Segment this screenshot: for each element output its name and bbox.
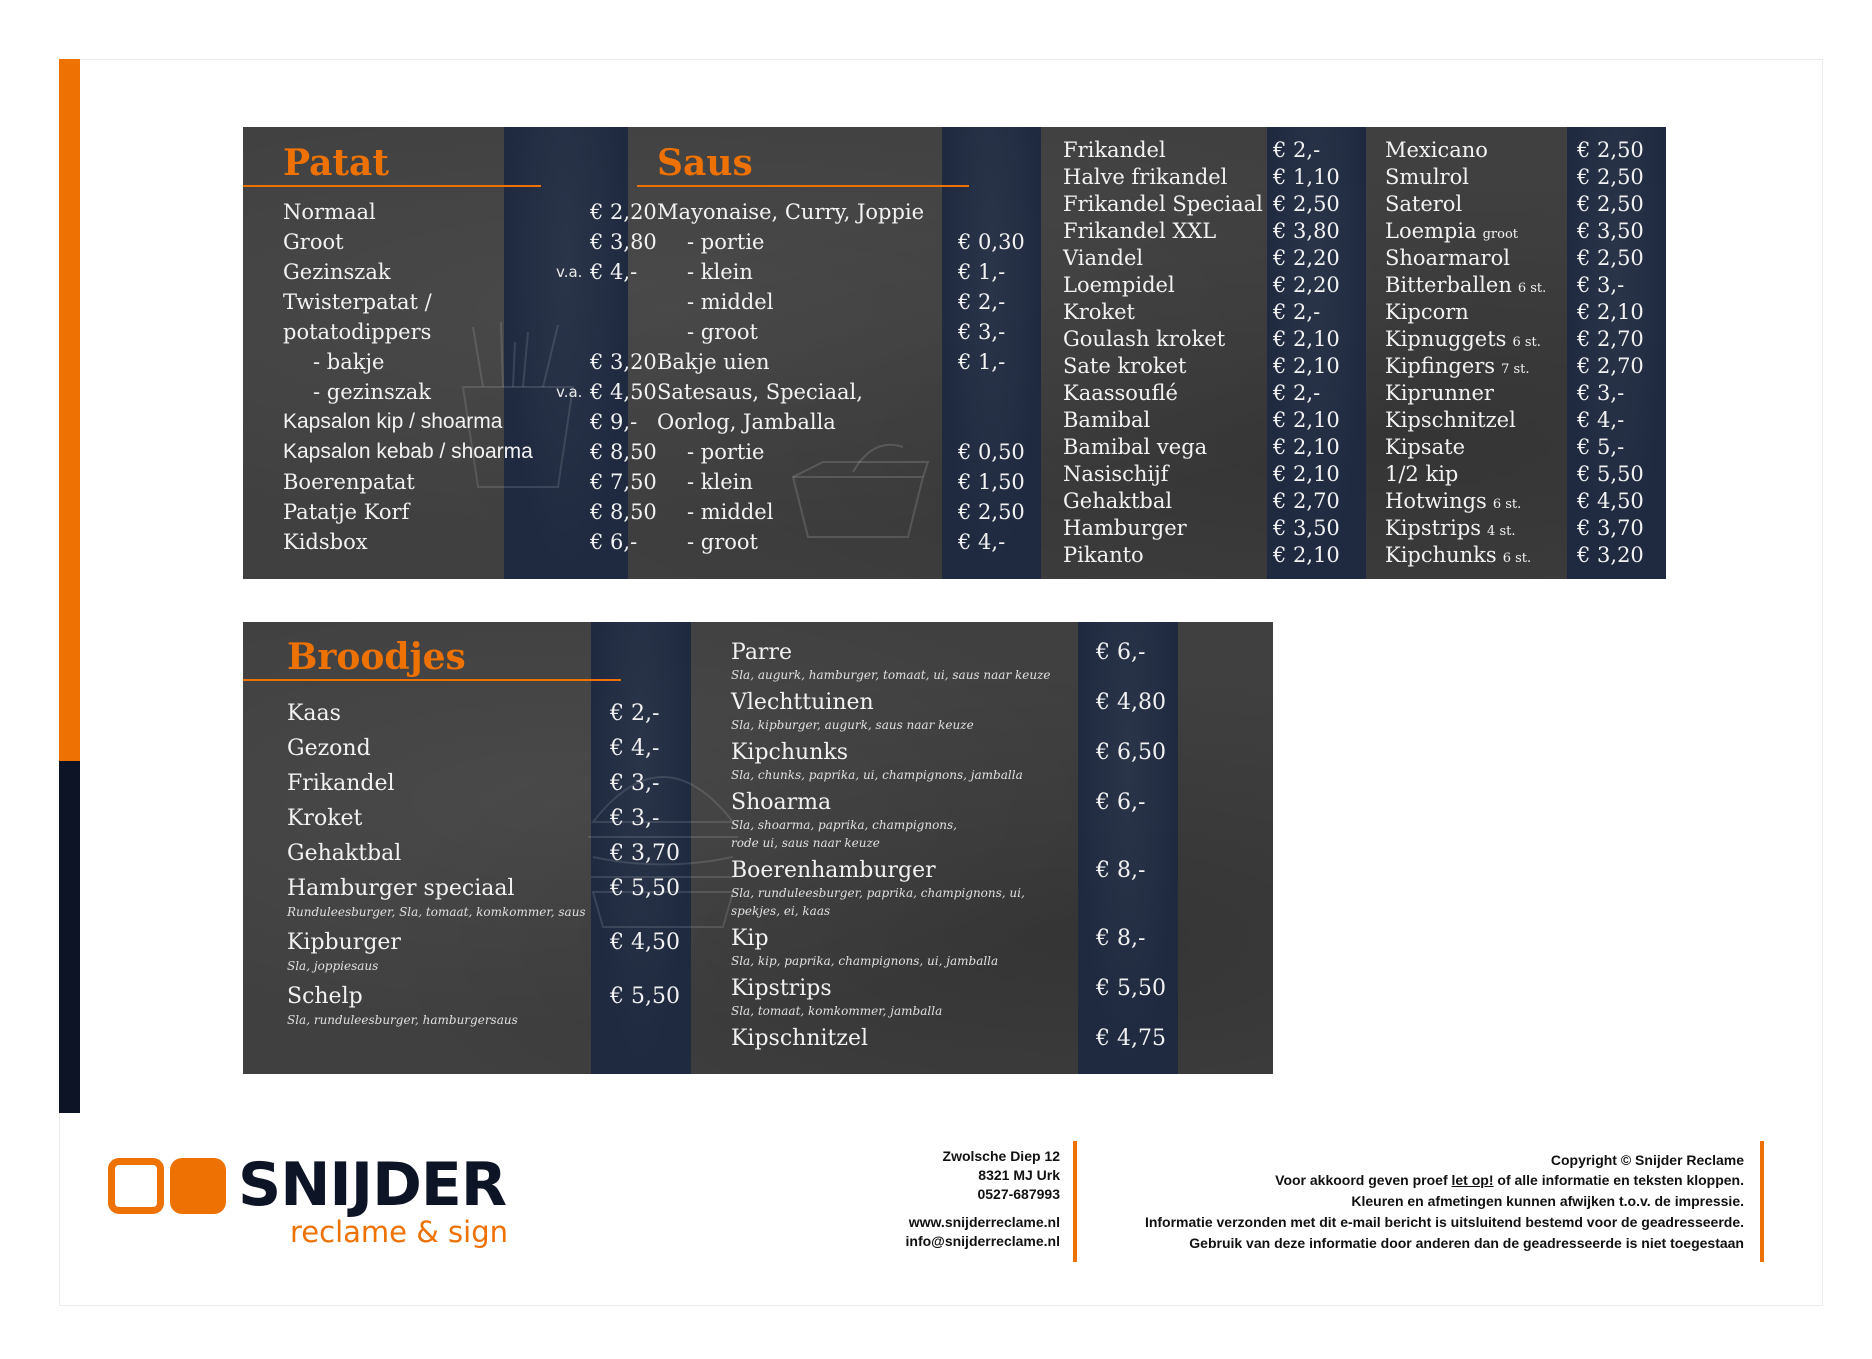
- item-price: € 2,50: [1577, 246, 1644, 270]
- item-name: Schelp: [287, 984, 363, 1009]
- item-price: € 3,70: [1577, 516, 1644, 540]
- item-description: Sla, kipburger, augurk, saus naar keuze: [731, 718, 974, 732]
- menu-item: [657, 497, 1037, 527]
- item-price: € 3,80: [590, 230, 657, 254]
- menu-item: [731, 788, 1171, 856]
- menu-item: [1385, 164, 1665, 191]
- menu-item: [283, 527, 638, 557]
- menu-item: [657, 317, 1037, 347]
- item-note: 6 st.: [1512, 335, 1541, 350]
- item-name: Kipsate: [1385, 435, 1466, 459]
- patat-underline: [243, 185, 541, 187]
- item-name: Goulash kroket: [1063, 327, 1226, 351]
- menu-item: [657, 377, 1037, 407]
- item-name: Frikandel: [1063, 138, 1166, 162]
- kip-list: [1385, 137, 1665, 569]
- website-link[interactable]: www.snijderreclame.nl: [908, 1214, 1060, 1230]
- item-name: - groot: [687, 530, 758, 554]
- item-name: Frikandel XXL: [1063, 219, 1217, 243]
- item-price: € 4,50: [1577, 489, 1644, 513]
- menu-item: [287, 768, 687, 803]
- snacks-list: [1063, 137, 1363, 569]
- item-description: Sla, augurk, hamburger, tomaat, ui, saus naar keuze: [731, 668, 1051, 682]
- item-name: Pikanto: [1063, 543, 1144, 567]
- specials-list: [731, 638, 1171, 1056]
- item-name: Kipcorn: [1385, 300, 1469, 324]
- item-description: Runduleesburger, Sla, tomaat, komkommer, saus: [287, 905, 586, 919]
- menu-item: [1063, 272, 1363, 299]
- item-price: € 2,50: [1577, 192, 1644, 216]
- menu-item: [283, 437, 657, 467]
- item-price: € 3,-: [610, 771, 660, 796]
- patat-list: [283, 197, 657, 557]
- menu-item: [287, 981, 687, 1035]
- item-price: € 0,30: [958, 230, 1025, 254]
- menu-item: [1385, 488, 1665, 515]
- menu-item: [283, 347, 657, 377]
- item-price: € 8,50: [590, 500, 657, 524]
- menu-item: [1063, 434, 1363, 461]
- menu-item: [1063, 515, 1363, 542]
- item-note: 6 st.: [1502, 551, 1532, 566]
- item-price: € 2,10: [1273, 435, 1340, 459]
- menu-item: [287, 838, 687, 873]
- address-street: Zwolsche Diep 12: [942, 1148, 1060, 1164]
- orange-side-bar: [59, 59, 80, 761]
- item-description: Sla, kip, paprika, champignons, ui, jamballa: [731, 954, 999, 968]
- item-price: € 3,20: [1577, 543, 1644, 567]
- menu-item: [1385, 515, 1665, 542]
- item-price: € 0,50: [958, 440, 1025, 464]
- saus-underline: [637, 185, 969, 187]
- item-price: € 2,-: [610, 701, 660, 726]
- item-price: € 2,50: [1577, 165, 1644, 189]
- item-name: 1/2 kip: [1385, 462, 1459, 486]
- menu-item: [1385, 542, 1665, 569]
- item-description: spekjes, ei, kaas: [731, 904, 831, 918]
- legal-block: [1100, 1152, 1744, 1257]
- menu-item: [1063, 407, 1363, 434]
- item-price: € 2,10: [1273, 327, 1340, 351]
- item-price: € 8,50: [590, 440, 657, 464]
- item-price: € 2,10: [1273, 354, 1340, 378]
- item-price: € 6,-: [590, 530, 638, 554]
- email-disclaimer: Informatie verzonden met dit e-mail bericht is uitsluitend bestemd voor de geadresseerde.: [1144, 1214, 1744, 1230]
- menu-board-bottom: [243, 622, 1273, 1074]
- menu-item: [731, 924, 1171, 974]
- menu-item: [657, 197, 1037, 227]
- menu-item: [1063, 164, 1363, 191]
- item-description: Sla, runduleesburger, hamburgersaus: [287, 1013, 518, 1027]
- item-price: € 4,-: [958, 530, 1006, 554]
- logo-square-outline: [108, 1158, 164, 1214]
- item-price: € 6,-: [1096, 640, 1146, 665]
- item-name: Patatje Korf: [283, 500, 410, 524]
- item-price: € 2,20: [1273, 246, 1340, 270]
- item-name: Gezond: [287, 736, 371, 761]
- item-description: Sla, runduleesburger, paprika, champignons, ui,: [731, 886, 1025, 900]
- item-prefix: v.a.: [556, 263, 583, 281]
- item-name: Loempidel: [1063, 273, 1175, 297]
- menu-item: [1385, 353, 1665, 380]
- menu-item: [283, 287, 623, 317]
- item-name: Bakje uien: [657, 350, 770, 374]
- item-note: 4 st.: [1487, 524, 1516, 539]
- menu-item: [287, 873, 687, 927]
- item-name: Kipburger: [287, 930, 401, 955]
- item-price: € 2,-: [958, 290, 1006, 314]
- color-disclaimer: Kleuren en afmetingen kunnen afwijken t.o.v. de impressie.: [1351, 1193, 1744, 1209]
- menu-item: [657, 227, 1037, 257]
- item-price: € 4,80: [1096, 690, 1166, 715]
- footer-divider-right: [1760, 1141, 1764, 1262]
- proof-emphasis: let op!: [1451, 1172, 1494, 1188]
- menu-item: [283, 257, 638, 287]
- menu-item: [1385, 191, 1665, 218]
- item-name: Hamburger: [1063, 516, 1187, 540]
- menu-item: [1063, 326, 1363, 353]
- item-name: Kapsalon kebab / shoarma: [283, 440, 533, 463]
- item-price: € 1,-: [958, 350, 1006, 374]
- item-name: Frikandel Speciaal: [1063, 192, 1263, 216]
- item-price: € 2,70: [1577, 327, 1644, 351]
- menu-item: [731, 688, 1171, 738]
- logo-tagline: reclame & sign: [290, 1215, 508, 1249]
- usage-disclaimer: Gebruik van deze informatie door anderen dan de geadresseerde is niet toegestaan: [1189, 1235, 1744, 1251]
- item-name: - gezinszak: [313, 380, 432, 404]
- item-price: € 1,10: [1273, 165, 1340, 189]
- item-price: € 1,-: [958, 260, 1006, 284]
- item-name: Boerenpatat: [283, 470, 415, 494]
- item-name: potatodippers: [283, 320, 432, 344]
- item-name: Kaas: [287, 701, 341, 726]
- item-price: € 9,-: [590, 410, 638, 434]
- item-description: Sla, tomaat, komkommer, jamballa: [731, 1004, 943, 1018]
- item-price: € 3,-: [1577, 273, 1625, 297]
- item-name: Nasischijf: [1063, 462, 1169, 486]
- item-name: Boerenhamburger: [731, 858, 936, 883]
- item-name: Kipchunks: [731, 740, 849, 765]
- item-price: € 5,50: [1096, 976, 1166, 1001]
- item-description: rode ui, saus naar keuze: [731, 836, 880, 850]
- item-note: 6 st.: [1517, 281, 1547, 296]
- menu-item: [731, 738, 1171, 788]
- item-name: Saterol: [1385, 192, 1463, 216]
- menu-item: [1063, 245, 1363, 272]
- item-name: Smulrol: [1385, 165, 1469, 189]
- item-price: € 2,50: [1577, 138, 1644, 162]
- item-name: Mayonaise, Curry, Joppie: [657, 200, 925, 224]
- item-price: € 2,-: [1273, 138, 1321, 162]
- item-name: Twisterpatat /: [283, 290, 432, 314]
- item-name: Bamibal: [1063, 408, 1151, 432]
- saus-heading: Saus: [657, 142, 753, 184]
- item-name: - klein: [687, 260, 753, 284]
- menu-item: [1063, 137, 1363, 164]
- menu-item: [1063, 191, 1363, 218]
- item-name: Satesaus, Speciaal,: [657, 380, 863, 404]
- navy-side-bar: [59, 761, 80, 1113]
- item-name: Kipchunks 6 st.: [1385, 543, 1532, 567]
- item-note: 7 st.: [1501, 362, 1530, 377]
- item-name: - klein: [687, 470, 753, 494]
- logo-wordmark: SNIJDER: [238, 1150, 507, 1220]
- menu-item: [283, 197, 657, 227]
- item-price: € 2,20: [590, 200, 657, 224]
- item-name: Gezinszak: [283, 260, 391, 284]
- item-price: € 3,-: [958, 320, 1006, 344]
- item-price: € 5,50: [610, 876, 680, 901]
- menu-item: [657, 437, 1037, 467]
- item-name: Kipnuggets 6 st.: [1385, 327, 1541, 351]
- menu-item: [283, 317, 623, 347]
- item-price: € 2,10: [1273, 543, 1340, 567]
- logo-square-filled: [170, 1158, 226, 1214]
- item-name: Kroket: [287, 806, 363, 831]
- address-city: 8321 MJ Urk: [978, 1167, 1060, 1183]
- menu-item: [657, 287, 1037, 317]
- menu-item: [283, 497, 657, 527]
- item-name: Gehaktbal: [287, 841, 402, 866]
- item-description: Sla, shoarma, paprika, champignons,: [731, 818, 957, 832]
- footer-divider: [1073, 1141, 1077, 1262]
- item-name: Bamibal vega: [1063, 435, 1208, 459]
- item-name: Kip: [731, 926, 769, 951]
- item-price: € 4,-: [1577, 408, 1625, 432]
- menu-item: [287, 698, 687, 733]
- item-price: € 2,10: [1273, 408, 1340, 432]
- item-name: Kipschnitzel: [1385, 408, 1516, 432]
- item-price: € 2,-: [1273, 381, 1321, 405]
- item-name: Sate kroket: [1063, 354, 1187, 378]
- item-name: Groot: [283, 230, 344, 254]
- item-name: Bitterballen 6 st.: [1385, 273, 1547, 297]
- brand-logo: [108, 1150, 528, 1258]
- item-name: Parre: [731, 640, 792, 665]
- item-name: - portie: [687, 230, 765, 254]
- menu-item: [287, 927, 687, 981]
- item-name: Loempia groot: [1385, 219, 1519, 243]
- broodjes-underline: [243, 679, 621, 681]
- menu-item: [1385, 461, 1665, 488]
- item-name: Normaal: [283, 200, 376, 224]
- proof-text-before: Voor akkoord geven proef: [1275, 1172, 1452, 1188]
- copyright-text: Copyright © Snijder Reclame: [1550, 1152, 1744, 1168]
- saus-list: [657, 197, 1037, 557]
- item-name: Mexicano: [1385, 138, 1488, 162]
- menu-item: [731, 856, 1171, 924]
- menu-item: [287, 733, 687, 768]
- item-price: € 6,50: [1096, 740, 1166, 765]
- item-price: € 1,50: [958, 470, 1025, 494]
- menu-item: [1063, 542, 1363, 569]
- item-name: - middel: [687, 500, 774, 524]
- item-name: - bakje: [313, 350, 385, 374]
- item-price: € 3,20: [590, 350, 657, 374]
- menu-item: [1385, 380, 1665, 407]
- item-name: Hamburger speciaal: [287, 876, 515, 901]
- proof-text-after: of alle informatie en teksten kloppen.: [1493, 1172, 1744, 1188]
- menu-item: [1063, 218, 1363, 245]
- item-price: € 3,-: [610, 806, 660, 831]
- item-price: € 2,-: [1273, 300, 1321, 324]
- item-name: Shoarma: [731, 790, 832, 815]
- item-note: 6 st.: [1492, 497, 1522, 512]
- item-price: € 5,50: [1577, 462, 1644, 486]
- patat-heading: Patat: [283, 142, 390, 184]
- menu-item: [283, 227, 657, 257]
- menu-board-top: [243, 127, 1666, 579]
- item-price: € 4,-: [590, 260, 638, 284]
- menu-item: [283, 377, 657, 407]
- item-description: Sla, joppiesaus: [287, 959, 379, 973]
- item-price: € 3,50: [1577, 219, 1644, 243]
- proof-notice: [1275, 1172, 1744, 1188]
- menu-item: [657, 257, 1037, 287]
- broodjes-heading: Broodjes: [287, 636, 466, 678]
- menu-item: [1063, 353, 1363, 380]
- menu-item: [657, 467, 1037, 497]
- menu-item: [1063, 299, 1363, 326]
- item-price: € 3,80: [1273, 219, 1340, 243]
- menu-item: [1385, 137, 1665, 164]
- item-price: € 3,70: [610, 841, 680, 866]
- item-name: Frikandel: [287, 771, 395, 796]
- item-name: Kaassouflé: [1063, 381, 1178, 405]
- item-price: € 5,50: [610, 984, 680, 1009]
- item-note: groot: [1482, 227, 1519, 242]
- item-name: Hotwings 6 st.: [1385, 489, 1522, 513]
- item-price: € 7,50: [590, 470, 657, 494]
- item-price: € 4,-: [610, 736, 660, 761]
- item-price: € 4,75: [1096, 1026, 1166, 1051]
- item-price: € 6,-: [1096, 790, 1146, 815]
- item-price: € 2,20: [1273, 273, 1340, 297]
- menu-item: [1385, 299, 1665, 326]
- menu-item: [1063, 380, 1363, 407]
- item-name: Kipstrips: [731, 976, 832, 1001]
- item-name: Vlechttuinen: [731, 690, 874, 715]
- menu-item: [1385, 326, 1665, 353]
- menu-item: [731, 638, 1171, 688]
- contact-block: [860, 1148, 1060, 1258]
- item-price: € 3,-: [1577, 381, 1625, 405]
- address-phone: 0527-687993: [977, 1186, 1060, 1202]
- menu-item: [1063, 461, 1363, 488]
- item-name: Kroket: [1063, 300, 1135, 324]
- item-name: Kapsalon kip / shoarma: [283, 410, 503, 433]
- menu-item: [283, 407, 638, 437]
- item-price: € 8,-: [1096, 926, 1146, 951]
- item-price: € 2,70: [1577, 354, 1644, 378]
- broodjes-list: [287, 698, 687, 1035]
- menu-item: [1385, 407, 1665, 434]
- menu-item: [1385, 272, 1665, 299]
- item-name: Gehaktbal: [1063, 489, 1173, 513]
- item-name: Kipschnitzel: [731, 1026, 869, 1051]
- menu-item: [283, 467, 657, 497]
- menu-item: [1385, 434, 1665, 461]
- item-prefix: v.a.: [556, 383, 583, 401]
- item-price: € 2,70: [1273, 489, 1340, 513]
- menu-item: [731, 974, 1171, 1024]
- menu-item: [1385, 218, 1665, 245]
- menu-item: [287, 803, 687, 838]
- item-price: € 2,50: [958, 500, 1025, 524]
- item-name: Halve frikandel: [1063, 165, 1228, 189]
- menu-item: [731, 1024, 1171, 1056]
- item-name: - middel: [687, 290, 774, 314]
- item-price: € 3,50: [1273, 516, 1340, 540]
- item-price: € 4,50: [610, 930, 680, 955]
- item-name: Oorlog, Jamballa: [657, 410, 836, 434]
- menu-item: [1385, 245, 1665, 272]
- item-name: Kipfingers 7 st.: [1385, 354, 1530, 378]
- item-price: € 8,-: [1096, 858, 1146, 883]
- item-price: € 2,10: [1577, 300, 1644, 324]
- item-name: - groot: [687, 320, 758, 344]
- item-name: - portie: [687, 440, 765, 464]
- item-price: € 5,-: [1577, 435, 1625, 459]
- menu-item: [657, 347, 1037, 377]
- item-price: € 2,10: [1273, 462, 1340, 486]
- item-price: € 4,50: [590, 380, 657, 404]
- item-price: € 2,50: [1273, 192, 1340, 216]
- menu-item: [657, 407, 1037, 437]
- item-name: Kipstrips 4 st.: [1385, 516, 1516, 540]
- item-name: Kiprunner: [1385, 381, 1494, 405]
- menu-item: [1063, 488, 1363, 515]
- item-name: Viandel: [1063, 246, 1144, 270]
- item-name: Shoarmarol: [1385, 246, 1510, 270]
- item-description: Sla, chunks, paprika, ui, champignons, jamballa: [731, 768, 1023, 782]
- email-link[interactable]: info@snijderreclame.nl: [905, 1233, 1060, 1249]
- menu-item: [657, 527, 1037, 557]
- item-name: Kidsbox: [283, 530, 368, 554]
